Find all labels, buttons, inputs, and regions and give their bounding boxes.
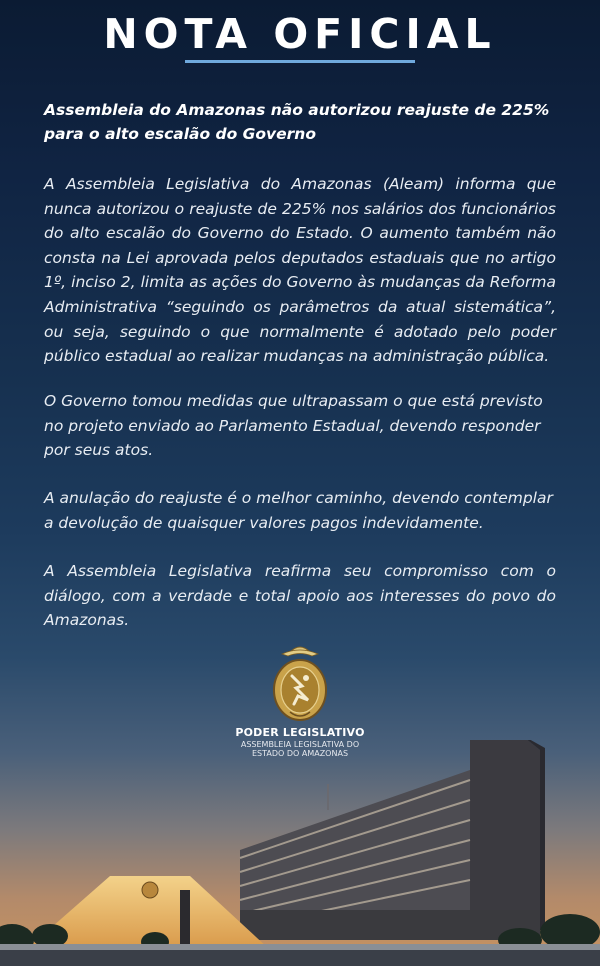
brand-name: PODER LEGISLATIVO [235,726,365,739]
ground [0,948,600,966]
brand-subtitle-line2: ESTADO DO AMAZONAS [251,749,349,758]
title-underline [185,60,415,63]
page-title: NOTA OFICIAL [103,10,497,58]
paragraph-3: A anulação do reajuste é o melhor caminho, devendo contemplar a devolução de quaisquer valores pagos indevidamente. [44,489,553,532]
brand-subtitle-line1: ASSEMBLEIA LEGISLATIVA DO [240,740,360,749]
paragraph-4: A Assembleia Legislativa reafirma seu compromisso com o diálogo, com a verdade e total apoio aos interesses do povo do Amazonas. [44,562,556,630]
headline: Assembleia do Amazonas não autorizou reajuste de 225% para o alto escalão do Governo [44,101,550,143]
paragraph-1: A Assembleia Legislativa do Amazonas (Aleam) informa que nunca autorizou o reajuste de 225% nos salários dos funcionários do alto escalão do Governo do Estado. O aumento também não consta na Lei aprovada pelos deputados estaduais que no artigo 1º, inciso 2, limita as ações do Governo às mudanças da Reforma Administrativa “seguindo os parâmetros da atual sistemática”, ou seja, seguindo o que normalmente é adotado pelo poder público estadual ao realizar mudanças na administração pública. [44,175,556,366]
coat-of-arms-icon [268,642,332,724]
building-base [240,910,540,940]
building-photo [0,740,600,966]
paragraph-2: O Governo tomou medidas que ultrapassam o que está previsto no projeto enviado ao Parlamento Estadual, devendo responder por seus atos. [44,392,543,460]
plenary-emblem [142,882,158,898]
building-tower [470,740,540,930]
